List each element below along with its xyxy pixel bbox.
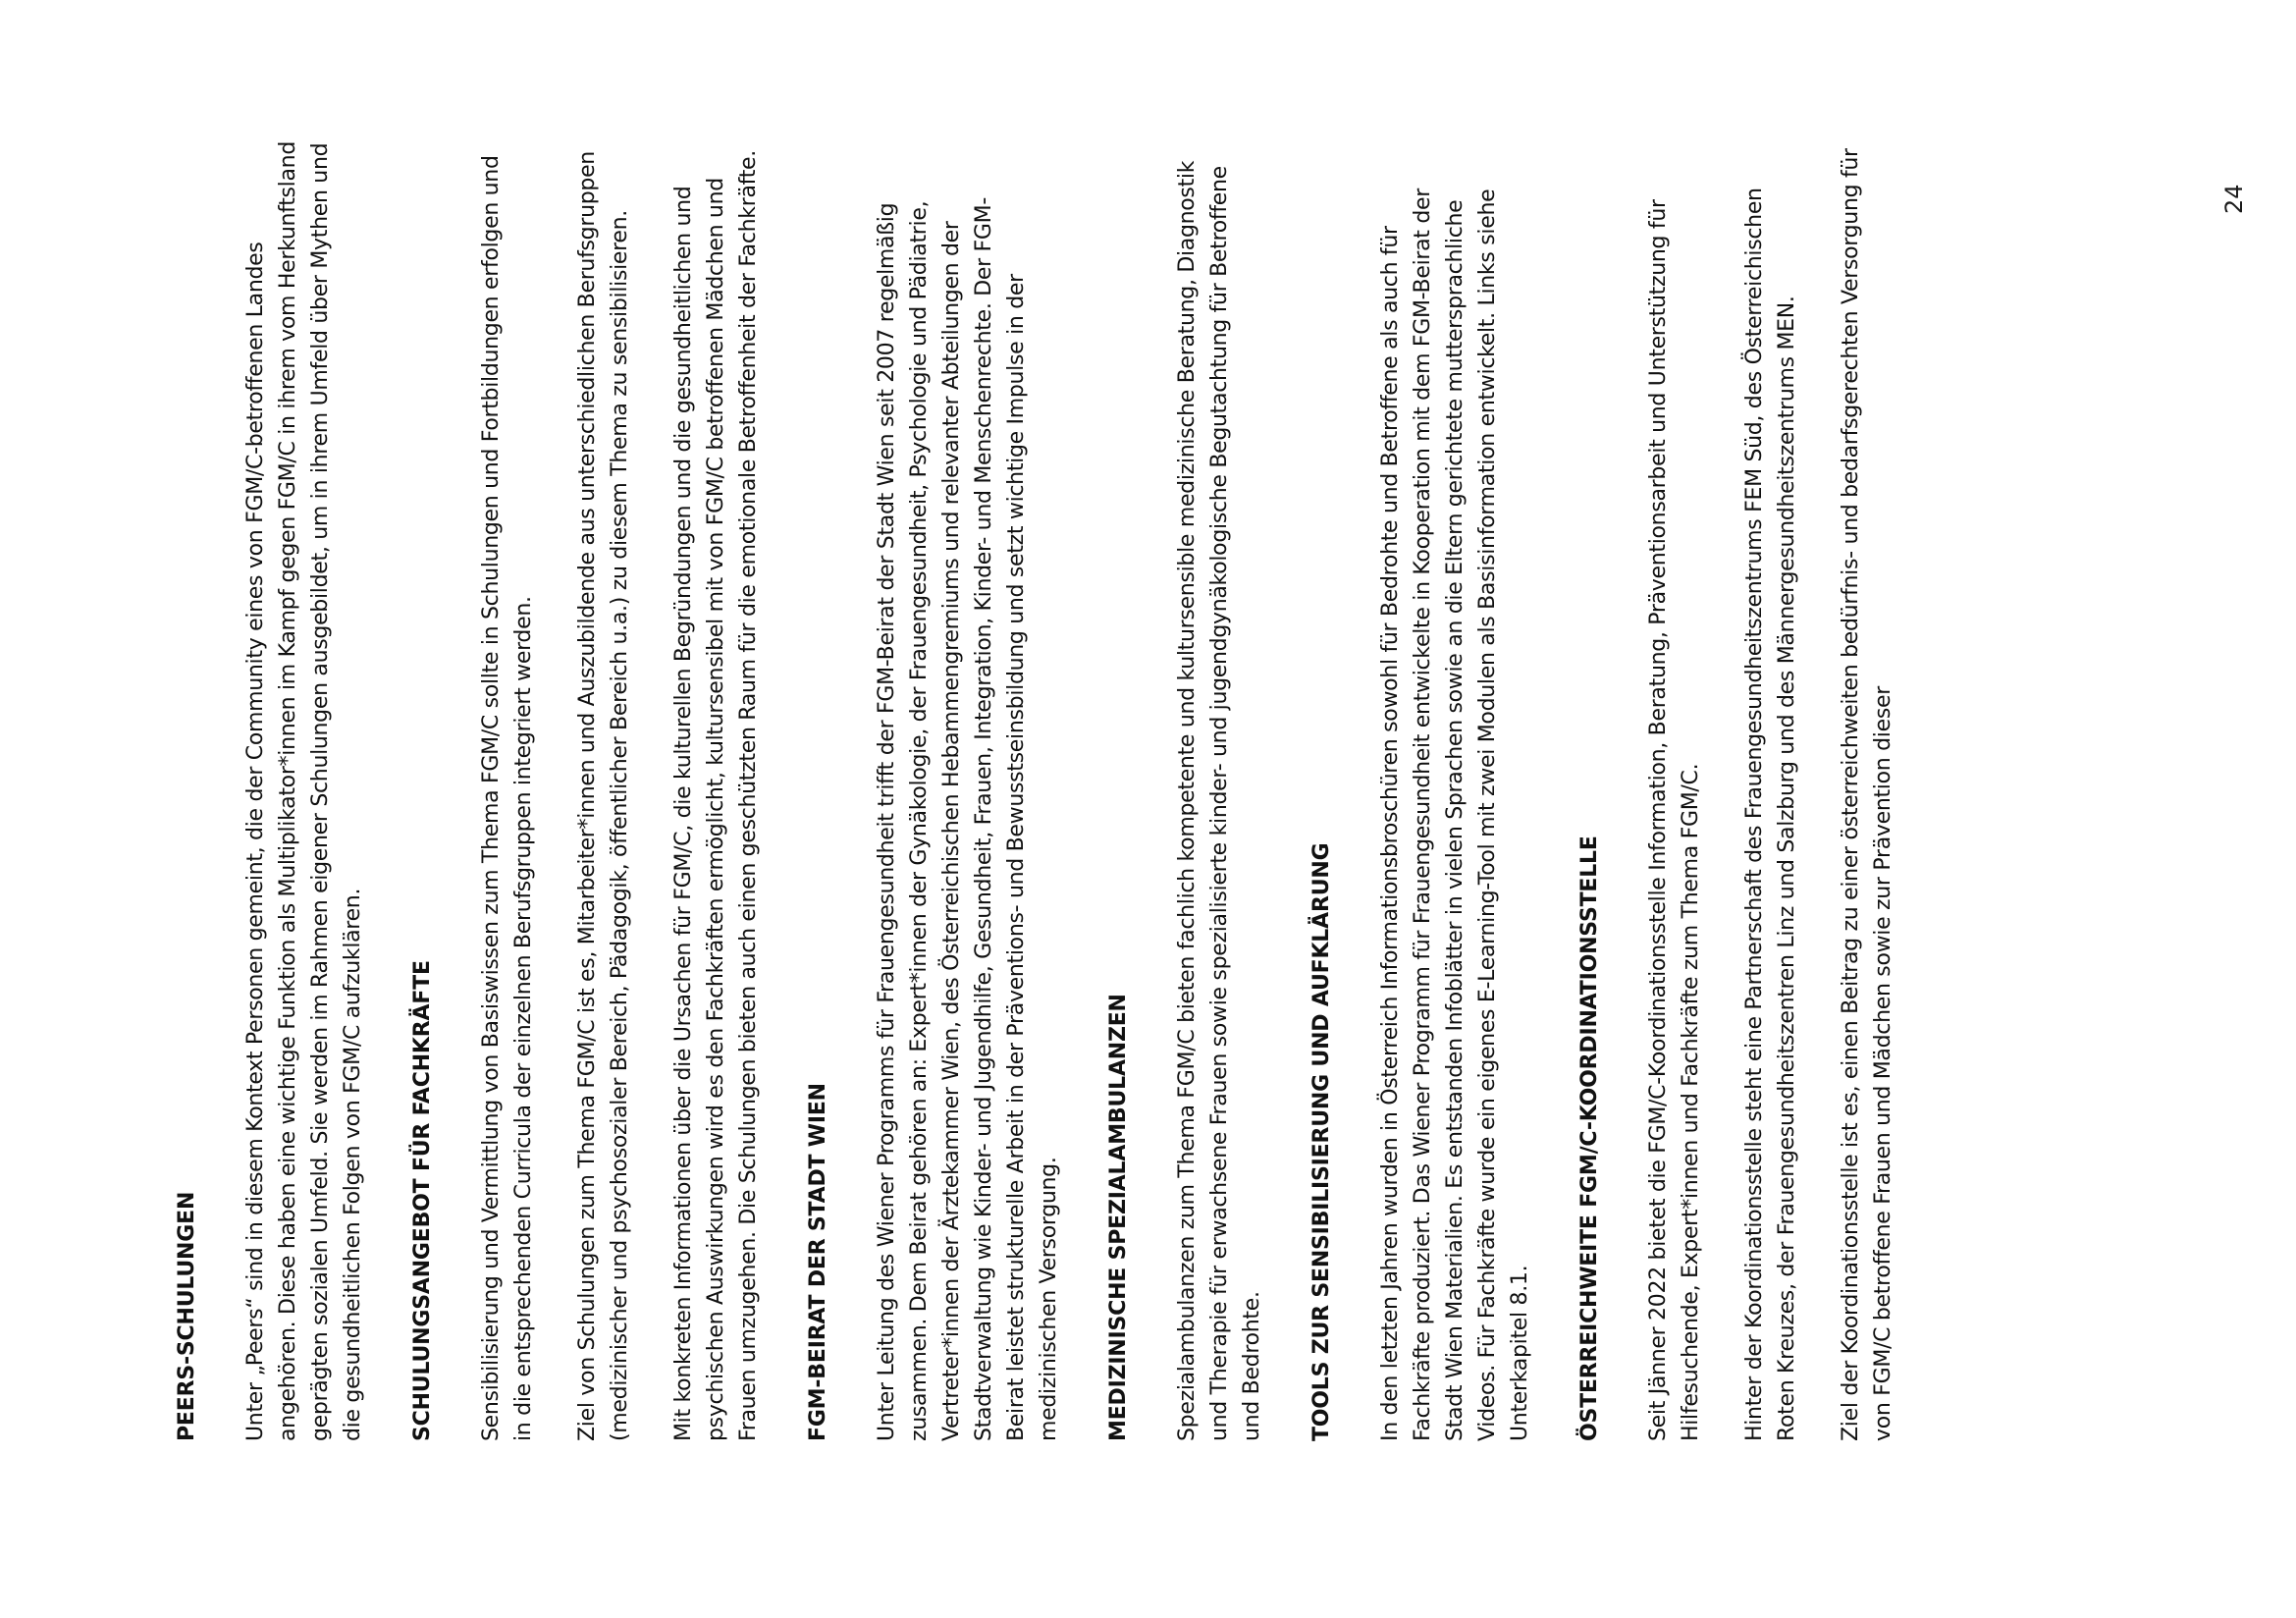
paragraph: Spezialambulanzen zum Thema FGM/C bieten fachlich kompetente und kultursensible medizinische Beratung, Diagnostik und Therapie für erwachsene Frauen sowie spezialisierte kinder- und jugendgynäkologische Begutachtung für Betroffene und Bedrohte. [1175,160,1264,1441]
section-peers-schulungen [173,135,369,1441]
page-number: 24 [2220,184,2248,214]
section-heading: MEDIZINISCHE SPEZIALAMBULANZEN [1106,994,1131,1441]
section-schulungsangebot [408,135,765,1441]
section-heading: PEERS-SCHULUNGEN [175,1191,199,1441]
paragraph: Hinter der Koordinationsstelle steht eine Partnerschaft des Frauengesundheitszentrums FEM Süd, des Österreichischen Roten Kreuzes, der Frauengesundheitszentren Linz und Salzburg und des Männergesundheitszentrums MEN. [1742,188,1799,1441]
paragraph: In den letzten Jahren wurden in Österreich Informationsbroschüren sowohl für Bedrohte und Betroffene als auch für Fachkräfte produziert. Das Wiener Programm für Frauengesundheit entwickelte in Kooperation mit dem FGM-Beirat der Stadt Wien Materialien. Es entstanden Infoblätter in vielen Sprachen sowie an die Eltern gerichtete muttersprachliche Videos. Für Fachkräfte wurde ein eigenes E-Learning-Tool mit zwei Modulen als Basisinformation entwickelt. Links siehe Unterkapitel 8.1. [1378,189,1532,1441]
section-koordinationsstelle [1575,135,1899,1441]
section-heading: FGM-BEIRAT DER STADT WIEN [806,1083,830,1441]
paragraph: Mit konkreten Informationen über die Ursachen für FGM/C, die kulturellen Begründungen und die gesundheitlichen und psychischen Auswirkungen wird es den Fachkräften ermöglicht, kultursensibel mit von FGM/C betroffenen Mädchen und Frauen umzugehen. Die Schulungen bieten auch einen geschützten Raum für die emotionale Betroffenheit der Fachkräfte. [671,150,761,1441]
paragraph: Unter „Peers“ sind in diesem Kontext Personen gemeint, die der Community eines von FGM/C-betroffenen Landes angehören. Diese haben eine wichtige Funktion als Multiplikator*innen im Kampf gegen FGM/C in ihrem vom Herkunftsland geprägten sozialen Umfeld. Sie werden im Rahmen eigener Schulungen ausgebildet, um in ihrem Umfeld über Mythen und die gesundheitlichen Folgen von FGM/C aufzuklären. [243,141,365,1441]
section-spezialambulanzen [1104,135,1268,1441]
paragraph: Ziel der Koordinationsstelle ist es, einen Beitrag zu einer österreichweiten bedürfnis- und bedarfsgerechten Versorgung für von FGM/C betroffene Frauen und Mädchen sowie zur Prävention dieser [1839,148,1896,1441]
page-content [173,135,1899,1441]
section-fgm-beirat [804,135,1065,1441]
section-tools [1308,135,1536,1441]
paragraph: Seit Jänner 2022 bietet die FGM/C-Koordinationsstelle Information, Beratung, Präventionsarbeit und Unterstützung für Hilfesuchende, Expert*innen und Fachkräfte zum Thema FGM/C. [1646,199,1703,1441]
section-heading: TOOLS ZUR SENSIBILISIERUNG UND AUFKLÄRUNG [1309,842,1334,1441]
section-heading: ÖSTERREICHWEITE FGM/C-KOORDINATIONSSTELLE [1577,836,1602,1441]
section-heading: SCHULUNGSANGEBOT FÜR FACHKRÄFTE [410,960,435,1441]
paragraph: Unter Leitung des Wiener Programms für Frauengesundheit trifft der FGM-Beirat der Stadt Wien seit 2007 regelmäßig zusammen. Dem Beirat gehören an: Expert*innen der Gynäkologie, der Frauengesundheit, Psychologie und Pädiatrie, Vertreter*innen der Ärztekammer Wien, des Österreichischen Hebammengremiums und relevanter Abteilungen der Stadtverwaltung wie Kinder- und Jugendhilfe, Gesundheit, Frauen, Integration, Kinder- und Menschenrechte. Der FGM-Beirat leistet strukturelle Arbeit in der Präventions- und Bewusstseinsbildung und setzt wichtige Impulse in der medizinischen Versorgung. [875,197,1061,1441]
paragraph: Ziel von Schulungen zum Thema FGM/C ist es, Mitarbeiter*innen und Auszubildende aus unterschiedlichen Berufsgruppen (medizinischer und psychosozialer Bereich, Pädagogik, öffentlicher Bereich u.a.) zu diesem Thema zu sensibilisieren. [575,151,632,1441]
paragraph: Sensibilisierung und Vermittlung von Basiswissen zum Thema FGM/C sollte in Schulungen und Fortbildungen erfolgen und in die entsprechenden Curricula der einzelnen Berufsgruppen integriert werden. [479,155,536,1441]
